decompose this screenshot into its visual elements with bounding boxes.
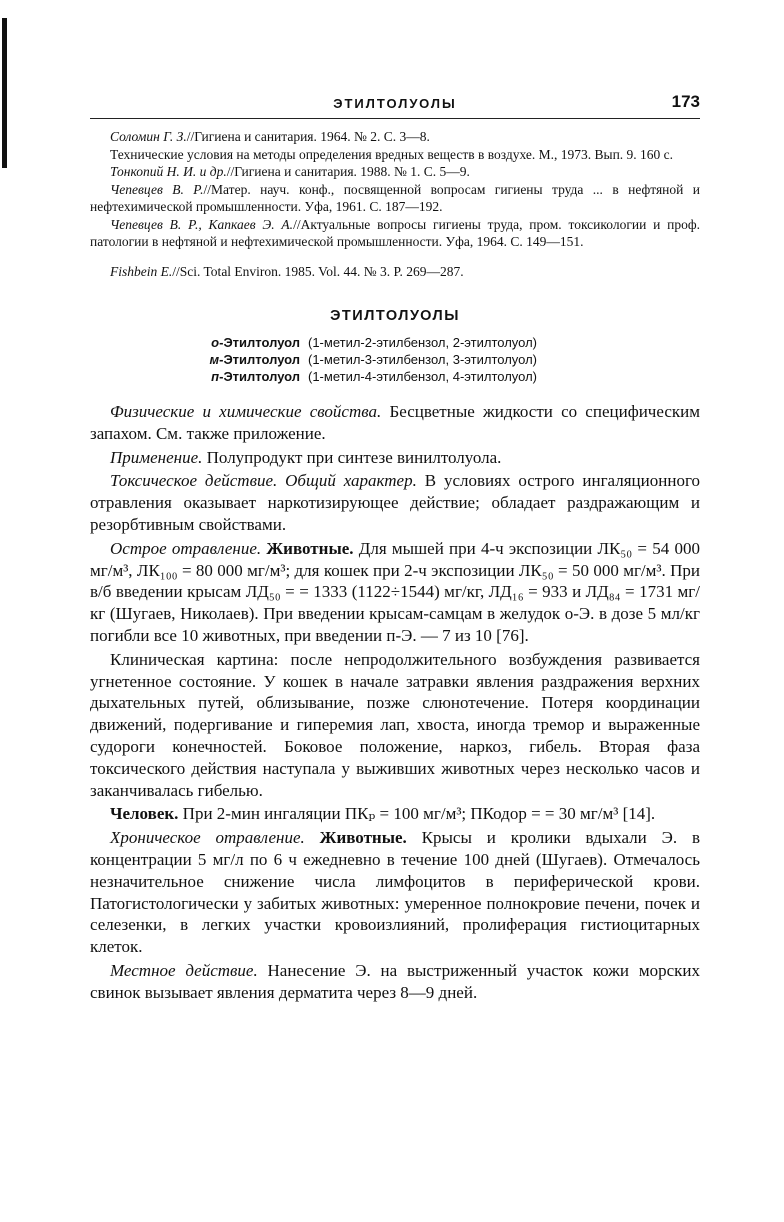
paragraph-acute-poisoning: Острое отравление. Животные. Для мышей при 4-ч экспозиции ЛК₅₀ = 54 000 мг/м³, ЛК₁₀₀ = 80 000 мг/м³; для кошек при 2-ч экспозиции ЛК₅₀ = 50 000 мг/м³. При в/б введении крысам ЛД₅₀ = = 1333 (1122÷1544) мг/кг, ЛД₁₆ = 933 и ЛД₈₄ = 1731 мг/кг (Шугаев, Николаев). При введении крысам-самцам в желудок о-Э. в дозе 5 мл/кг погибли все 10 животных, при введении п-Э. — 7 из 10 [76].: [90, 538, 700, 645]
paragraph-chronic-poisoning: Хроническое отравление. Животные. Крысы и кролики вдыхали Э. в концентрации 5 мг/л по 6 ч ежедневно в течение 100 дней (Шугаев). Отмечалось незначительное снижение числа лимфоцитов в периферической крови. Патогистологически у забитых животных: умеренное полнокровие печени, почек и селезенки, в легких участки кровоизлияний, пролиферация гистиоцитарных клеток.: [90, 828, 700, 957]
reference-item: Соломин Г. З.//Гигиена и санитария. 1964. № 2. С. 3—8.: [110, 129, 430, 144]
section-title: ЭТИЛТОЛУОЛЫ: [330, 308, 460, 324]
reference-item: Fishbein E.//Sci. Total Environ. 1985. Vol. 44. № 3. P. 269—287.: [110, 263, 464, 279]
running-title: ЭТИЛТОЛУОЛЫ: [333, 96, 457, 111]
synonym-row: п-Этилтолуол (1-метил-4-этилбензол, 4-этилтолуол): [211, 369, 537, 384]
paragraph-application: Применение. Полупродукт при синтезе винилтолуола.: [110, 447, 502, 467]
reference-item: Тонкопий Н. И. и др.//Гигиена и санитария. 1988. № 1. С. 5—9.: [110, 164, 470, 179]
paragraph-local-action: Местное действие. Нанесение Э. на выстриженный участок кожи морских свинок вызывает явления дерматита через 8—9 дней.: [90, 960, 700, 1002]
reference-item: Чепевцев В. Р.//Матер. науч. конф., посвященной вопросам гигиены труда ... в нефтяной и нефтехимической промышленности. Уфа, 1961. С. 187—192.: [90, 181, 700, 214]
article-body: [90, 401, 700, 1004]
reference-item: Чепевцев В. Р., Капкаев Э. А.//Актуальные вопросы гигиены труда, пром. токсикологии и проф. патологии в нефтяной и нефтехимической промышленности. Уфа, 1964. С. 149—151.: [90, 216, 700, 249]
paragraph-human: Человек. При 2-мин ингаляции ПКₚ = 100 мг/м³; ПКодор = = 30 мг/м³ [14].: [110, 804, 656, 824]
synonym-row: о-Этилтолуол (1-метил-2-этилбензол, 2-этилтолуол): [211, 335, 537, 350]
page-number: 173: [671, 92, 700, 111]
reference-list: [90, 128, 700, 280]
synonym-row: м-Этилтолуол (1-метил-3-этилбензол, 3-этилтолуол): [209, 352, 537, 367]
page-header: [90, 80, 700, 119]
paragraph-clinical-picture: Клиническая картина: после непродолжительного возбуждения развивается угнетенное состояние. У кошек в начале затравки явления раздражения верхних дыхательных путей, облизывание, позже слюнотечение. Потеря координации движений, подергивание и гиперемия лап, хвоста, иногда тремор и выраженные судороги конечностей. Боковое положение, наркоз, гибель. Вторая фаза токсического действия наступала у выживших животных через несколько часов и заканчивалась гибелью.: [90, 649, 700, 800]
synonym-list: [174, 334, 700, 385]
paragraph-toxic-action: Токсическое действие. Общий характер. В условиях острого ингаляционного отравления оказывает наркотизирующее действие; обладает раздражающим и резорбтивным свойствами.: [90, 471, 700, 534]
paragraph-properties: Физические и химические свойства. Бесцветные жидкости со специфическим запахом. См. также приложение.: [90, 402, 700, 443]
scan-edge-mark: [2, 18, 7, 168]
reference-item: Технические условия на методы определения вредных веществ в воздухе. М., 1973. Вып. 9. 160 с.: [110, 146, 674, 162]
book-page: [90, 80, 700, 1004]
